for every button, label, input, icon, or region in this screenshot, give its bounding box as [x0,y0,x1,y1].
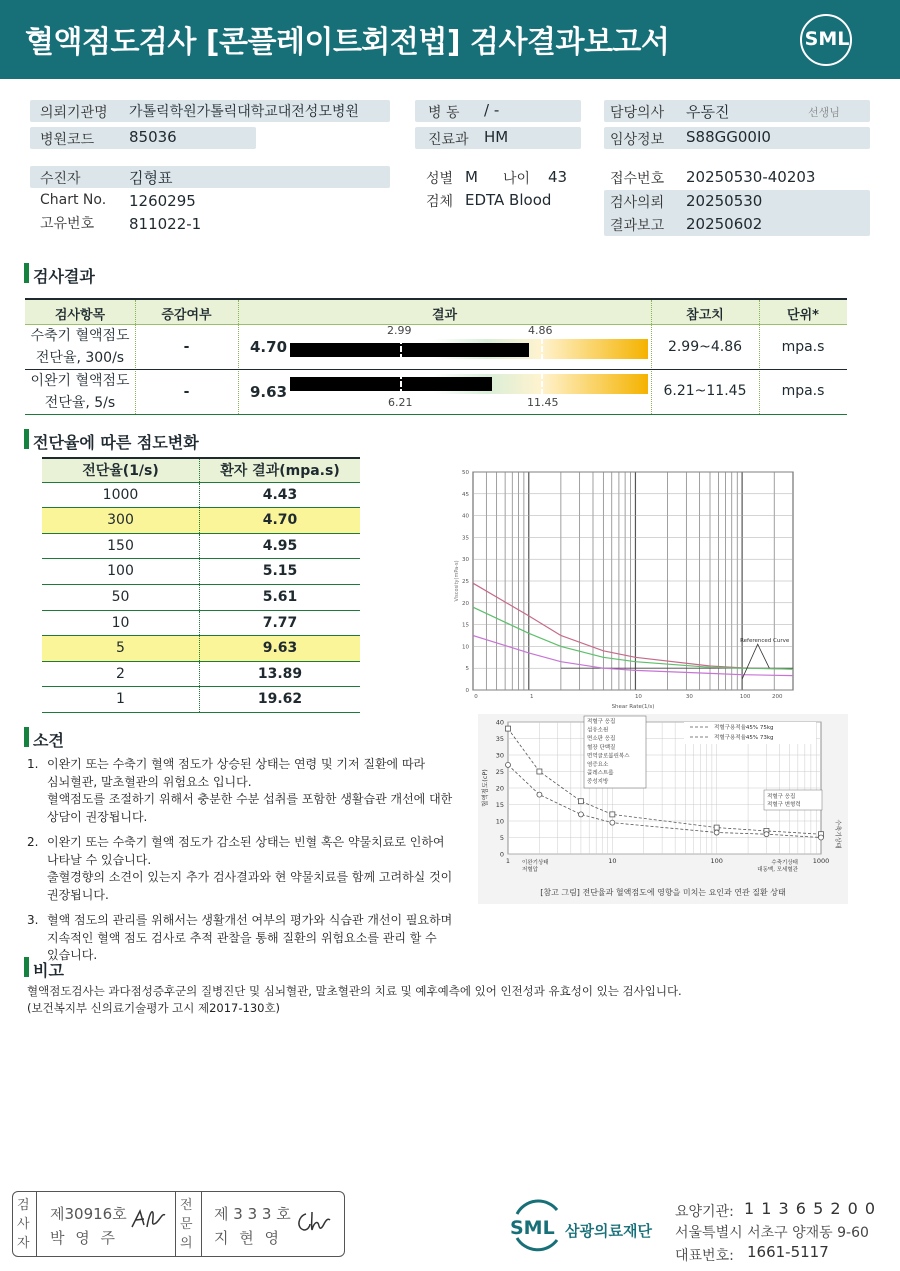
chart2-factor-item: 면역글로불린복스 [587,753,630,760]
chart-label: Chart No. [40,192,107,208]
chart1-x-tick: 100 [739,694,751,700]
chart2-point [506,762,511,767]
results-title: 검사결과 [33,267,95,286]
request-value: 20250530 [686,192,763,210]
chart2-factor-item: 섬유소원 [587,727,609,734]
inspector-no: 제30916호 [50,1205,127,1223]
chart2-point [578,812,583,817]
opinion-line: 혈액점도를 조절하기 위해서 충분한 수분 섭취를 포함한 생활습관 개선에 대한 [47,792,453,806]
report-title: 혈액점도검사 [콘플레이트회전법] 검사결과보고서 [25,25,670,60]
shear-rate: 100 [42,559,200,584]
shear-value: 13.89 [257,665,303,682]
result-item-line1: 수축기 혈액점도 [30,328,130,344]
section-marker [24,429,29,449]
sex-label: 성별 [426,171,454,187]
chart2-y-tick: 15 [495,801,504,809]
ref-high-marker [541,338,543,360]
shear-row [42,534,360,560]
section-marker [24,727,29,747]
shear-rate: 5 [42,636,200,661]
shear-row [42,611,360,637]
chart2-x-tick: 1 [505,857,511,865]
opinion-line: 심뇌혈관, 말초혈관의 위험요소 입니다. [47,774,252,789]
chart1-x-label: Shear Rate(1/s) [611,704,655,710]
chart2-bottom-left-label: 이완기상태 [522,860,549,866]
report-label: 결과보고 [610,218,665,234]
shear-rate: 1 [42,687,200,712]
report-value: 20250602 [686,215,763,233]
receipt-value: 20250530-40203 [686,168,816,186]
shear-rate: 150 [42,534,200,559]
specimen-value: EDTA Blood [465,191,552,209]
shear-value: 4.70 [262,512,298,529]
opinion-number: 1. [27,757,39,771]
sex-value: M [465,168,478,186]
shear-value: 4.43 [262,486,298,503]
chart2-legend-label: 적혈구용적율45% 73kg [714,735,774,741]
shear-table [42,457,360,713]
result-item-line1: 이완기 혈액점도 [30,373,130,389]
chart1-y-tick: 5 [465,666,469,673]
opinion-line: 있습니다. [47,948,98,962]
result-bar-fill [290,377,492,391]
specimen-label: 검체 [426,194,454,210]
shear-row [42,508,360,534]
opinion-line: 권장됩니다. [47,887,109,902]
chart2-bottom-right-label: 대동맥, 모세혈관 [757,867,798,873]
shear-title: 전단율에 따른 점도변화 [33,433,199,452]
phone-label: 대표번호: [675,1248,734,1264]
sig-divider [175,1192,176,1256]
opinion-item [27,834,457,904]
chart2-x-tick: 1000 [812,857,830,865]
table-bottom [25,414,847,415]
chart2-factor-item: 콜레스트롤 [587,770,614,777]
ref-low-marker [400,338,402,360]
chart2-y-tick: 5 [499,834,504,842]
chart2-point [506,726,511,731]
clinical-label: 임상정보 [610,132,665,148]
inspector-name: 박 영 주 [50,1229,119,1247]
shear-rate: 2 [42,662,200,687]
chart2-bottom-right-label: 수축기상태 [771,860,798,866]
clinical-value: S88GG00I0 [686,128,771,146]
chart2-y-tick: 10 [495,817,504,826]
chart2-x-tick: 100 [710,857,723,865]
doctor-label: 담당의사 [610,105,665,121]
inspector-label: 검사자 [17,1198,30,1251]
chart2-point [537,769,542,774]
result-bar-fill [290,343,529,357]
remarks-line1: 혈액점도검사는 과다점성증후군의 질병진단 및 심뇌혈관, 말초혈관의 치료 및 예후예측에 있어 인전성과 유효성이 있는 검사입니다. [27,984,682,998]
result-unit: mpa.s [781,383,825,399]
result-ref-range: 6.21~11.45 [663,383,747,399]
chart1-annotation: Referenced Curve [740,638,790,645]
doctor-value: 우동진 [686,103,730,121]
age-value: 43 [548,168,568,186]
shear-value: 5.61 [262,588,298,605]
chart2-point [764,832,769,837]
doctor-suffix: 선생님 [808,106,840,119]
chart2-factor-item: 적혈구 응집 [587,719,616,725]
chart1-y-tick: 30 [462,557,469,564]
results-header-ref: 참고치 [686,308,724,323]
chart1-y-tick: 35 [462,535,469,542]
care-label: 요양기관: [675,1204,734,1220]
address: 서울특별시 서초구 양재동 9-60 [675,1225,869,1241]
result-value: 9.63 [250,383,288,401]
id-label: 고유번호 [40,216,95,232]
shear-rate: 300 [42,508,200,533]
result-item-line2: 전단율, 5/s [44,395,116,411]
viscosity-shear-chart [450,462,805,712]
ref-low-marker [400,373,402,395]
chart2-y-label: 혈액점도(cP) [481,769,489,807]
opinion-line: 이완기 또는 수축기 혈액 점도가 상승된 상태는 연령 및 기저 질환에 따라 [47,757,426,771]
specialist-no: 제 3 3 3 호 [214,1205,291,1223]
chart1-y-tick: 20 [462,600,469,607]
dept-value: HM [484,128,509,146]
chart2-y-tick: 25 [495,768,504,776]
shear-row [42,662,360,688]
opinion-list [27,756,457,973]
opinion-title: 소견 [33,731,64,750]
chart2-factor-item: 염증요소 [587,762,609,768]
ward-label: 병 동 [428,105,460,121]
opinion-line: 나타날 수 있습니다. [47,852,152,867]
shear-rate: 10 [42,611,200,636]
row-divider [25,369,847,370]
chart1-y-tick: 40 [462,513,469,520]
chart1-y-tick: 15 [462,622,469,629]
chart2-caption: [참고 그림] 전단율과 혈액점도에 영향을 미치는 요인과 연관 질환 상태 [540,888,786,897]
result-unit: mpa.s [781,339,825,355]
chart-value: 1260295 [129,192,196,210]
shear-value: 19.62 [257,691,303,708]
specialist-label: 전문의 [180,1198,193,1251]
chart1-y-tick: 0 [465,688,469,694]
ref-low-tick: 2.99 [387,324,412,337]
ref-high-tick: 11.45 [527,396,559,409]
chart2-factor-item: 혈장 단백질 [587,744,616,751]
chart2-factor-item: 면소판 응집 [587,736,616,743]
shear-col-rate: 전단율(1/s) [42,459,200,482]
section-marker [24,263,29,283]
chart2-factor-item: 중성지방 [587,779,609,786]
chart2-y-tick: 0 [499,850,504,859]
code-value: 85036 [129,128,177,146]
code-label: 병원코드 [40,132,95,148]
chart1-x-tick: 200 [771,694,783,700]
specialist-signature-icon [292,1208,336,1236]
shear-value: 7.77 [262,614,298,631]
sig-divider [36,1192,37,1256]
hospital-value: 가톨릭학원가톨릭대학교대전성모병원 [129,104,359,120]
chart1-x-tick: 1 [530,694,534,700]
dept-label: 진료과 [428,132,469,148]
shear-table-header [42,457,360,483]
result-flag: - [183,339,190,355]
shear-row [42,687,360,713]
inspector-signature-icon [128,1205,170,1233]
chart2-point [537,792,542,797]
patient-label: 수진자 [40,171,81,187]
ref-high-tick: 4.86 [528,324,553,337]
chart1-y-label: Viscosity(mPa-s) [454,560,460,602]
result-flag: - [183,384,190,400]
chart1-y-tick: 50 [462,470,469,476]
results-header-result: 결과 [431,308,458,323]
chart2-point [714,830,719,835]
sig-divider [201,1192,202,1256]
opinion-number: 3. [27,913,39,927]
result-ref-range: 2.99~4.86 [667,339,743,355]
opinion-line: 이완기 또는 수축기 혈액 점도가 감소된 상태는 빈혈 혹은 약물치료로 인하여 [47,835,445,849]
result-value: 4.70 [250,338,288,356]
care-no: 1 1 3 6 5 2 0 0 [744,1199,877,1218]
patient-value: 김형표 [129,169,173,187]
ref-low-tick: 6.21 [388,396,413,409]
shear-row [42,483,360,509]
age-label: 나이 [503,171,531,187]
chart2-y-tick: 35 [495,735,504,743]
chart1-y-tick: 25 [462,579,469,585]
reference-chart [478,714,848,904]
shear-row [42,559,360,585]
id-value: 811022-1 [129,215,202,233]
chart2-factor-item: 적혈구 변형력 [767,802,801,808]
chart2-x-tick: 10 [608,857,617,865]
sml-logo-text: SML [804,28,850,50]
chart2-y-tick: 40 [495,718,504,727]
specialist-name: 지 현 영 [214,1229,283,1247]
org-name: 삼광의료재단 [565,1222,652,1240]
chart2-factor-item: 적혈구 응집 [767,794,796,800]
ward-value: / - [484,101,500,119]
remarks-title: 비고 [33,961,64,980]
shear-value: 4.95 [262,537,298,554]
opinion-number: 2. [27,835,39,849]
hospital-label: 의뢰기관명 [40,105,108,121]
chart1-x-tick: 0 [474,694,478,700]
section-marker [24,957,29,977]
chart2-point [610,812,615,817]
chart2-y-tick: 30 [495,751,504,760]
opinion-line: 혈액 점도의 관리를 위해서는 생활개선 여부의 평가와 식습관 개선이 필요하며 [47,913,453,927]
shear-rate: 1000 [42,483,200,508]
results-header-unit: 단위* [787,308,819,323]
shear-col-value: 환자 결과(mpa.s) [220,463,340,479]
chart2-point [714,825,719,830]
remarks-line2: (보건복지부 신의료기술평가 고시 제2017-130호) [27,1001,281,1015]
opinion-line: 지속적인 혈액 점도 검사로 추적 관찰을 통해 질환의 위험요소를 관리 할 수 [47,930,437,945]
receipt-label: 접수번호 [610,171,665,187]
opinion-item [27,912,457,965]
chart2-point [578,799,583,804]
shear-value: 5.15 [262,563,298,580]
chart2-y-tick: 20 [495,784,504,793]
results-header-item: 검사항목 [54,308,106,323]
opinion-line: 출혈경향의 소견이 있는지 추가 검사결과와 현 약물치료를 함께 고려하실 것이 [47,870,453,884]
opinion-line: 상담이 권장됩니다. [47,809,148,824]
shear-value: 9.63 [262,640,298,657]
chart2-point [819,835,824,840]
chart1-y-tick: 45 [462,491,469,498]
chart2-right-label: 수축기상태 [834,819,841,849]
chart1-y-tick: 10 [462,644,469,651]
org-logo-text: SML [510,1217,555,1239]
chart2-legend-label: 적혈구용적율45% 75kg [714,725,774,731]
chart2-point [610,820,615,825]
chart1-x-tick: 10 [634,694,642,700]
shear-row [42,636,360,662]
phone: 1661-5117 [747,1243,829,1261]
chart1-x-tick: 30 [685,694,693,700]
result-item-line2: 전단율, 300/s [35,350,125,366]
request-label: 검사의뢰 [610,195,665,211]
shear-row [42,585,360,611]
chart2-bottom-left-label: 저혈압 [522,867,538,873]
col-separator [238,300,239,414]
ref-high-marker [541,373,543,395]
results-header-flag: 증감여부 [161,308,212,323]
opinion-item [27,756,457,826]
patient-row [30,166,390,188]
shear-rate: 50 [42,585,200,610]
